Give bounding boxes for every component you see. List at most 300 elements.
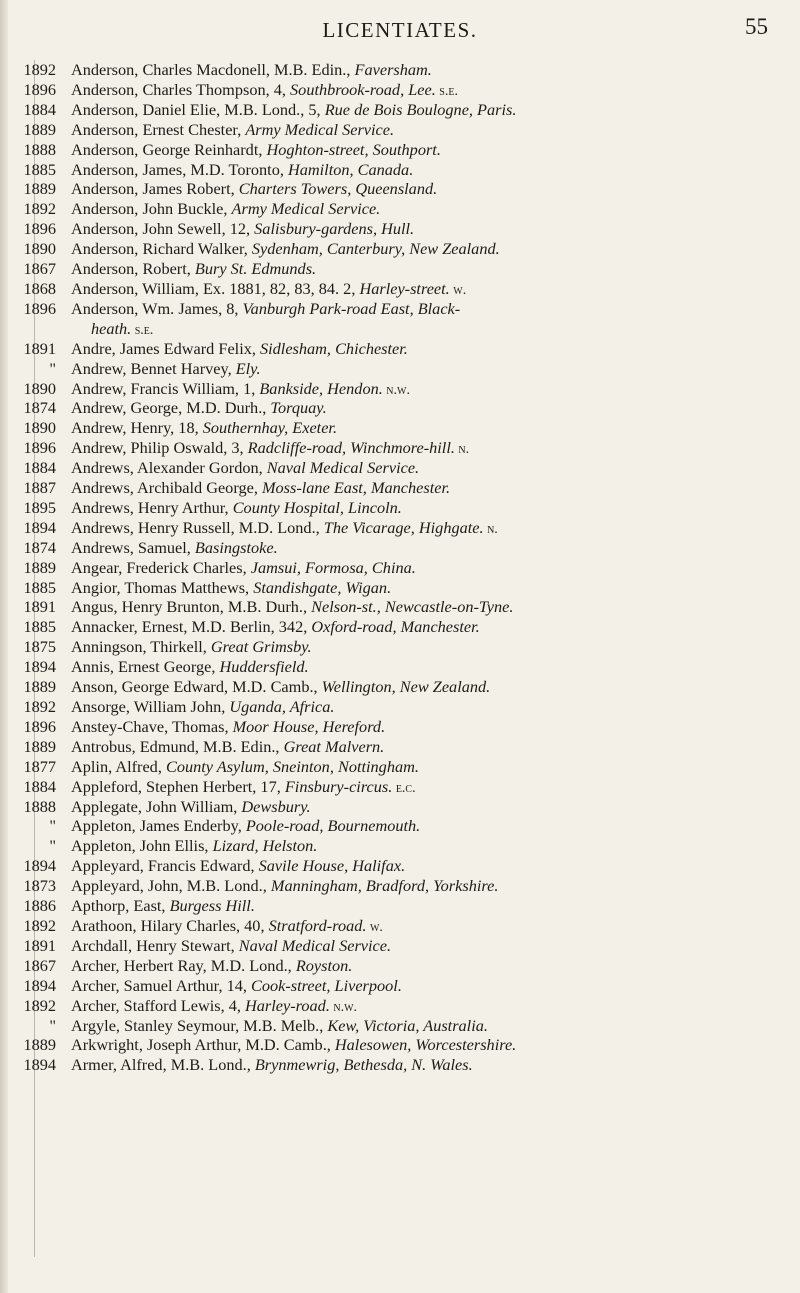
- entry-text: [71, 1056, 761, 1076]
- admission-year: 1896: [23, 438, 56, 458]
- entry-text: [71, 778, 761, 798]
- entry-text: [71, 141, 761, 161]
- list-item: [0, 917, 800, 937]
- address: Wellington, New Zealand.: [321, 677, 491, 697]
- admission-year: 1884: [23, 458, 56, 478]
- list-item: [0, 598, 800, 618]
- entry-text: [71, 897, 761, 917]
- entry-text: [71, 161, 761, 181]
- postal-district: e.c.: [392, 780, 416, 796]
- list-item: [0, 837, 800, 857]
- year-column-cell: [0, 957, 71, 975]
- licentiate-name: Andre, James Edward Felix,: [71, 338, 260, 358]
- list-item: [0, 61, 800, 81]
- year-column-cell: [0, 718, 71, 736]
- licentiate-name: Angior, Thomas Matthews,: [71, 577, 254, 597]
- address: Torquay.: [270, 398, 327, 418]
- year-column-cell: [0, 419, 71, 437]
- list-item: [0, 280, 800, 300]
- admission-year: 1894: [23, 1055, 56, 1075]
- entry-text: [71, 499, 761, 519]
- year-column-cell: [0, 758, 71, 776]
- entry-text: [71, 817, 761, 837]
- year-column-cell: [0, 479, 71, 497]
- entry-text: [71, 479, 761, 499]
- licentiate-name: Antrobus, Edmund, M.B. Edin.,: [71, 736, 284, 756]
- admission-year: 1889: [23, 736, 56, 756]
- admission-year: 1892: [23, 995, 56, 1015]
- year-column-cell: [0, 598, 71, 616]
- admission-year: 1892: [23, 915, 56, 935]
- admission-year: ": [49, 1015, 56, 1035]
- entry-text: [71, 260, 761, 280]
- entry-text: [71, 857, 761, 877]
- licentiate-name: Argyle, Stanley Seymour, M.B. Melb.,: [71, 1015, 328, 1035]
- address: Sydenham, Canterbury, New Zealand.: [251, 239, 500, 259]
- list-item: [0, 579, 800, 599]
- address: Kew, Victoria, Australia.: [327, 1015, 488, 1035]
- address: Rue de Bois Boulogne, Paris.: [324, 99, 517, 119]
- list-item: [0, 857, 800, 877]
- list-item: [0, 877, 800, 897]
- list-item: [0, 698, 800, 718]
- list-item: [0, 798, 800, 818]
- address: The Vicarage, Highgate.: [323, 517, 484, 537]
- admission-year: 1875: [23, 637, 56, 657]
- address: Charters Towers, Queensland.: [238, 179, 438, 199]
- entry-text: [71, 678, 761, 698]
- running-title: LICENTIATES.: [322, 18, 478, 42]
- list-item: [0, 479, 800, 499]
- admission-year: 1894: [23, 657, 56, 677]
- address: Southernhay, Exeter.: [202, 418, 338, 438]
- address: Basingstoke.: [194, 537, 278, 557]
- address: Royston.: [295, 955, 353, 975]
- list-item: [0, 81, 800, 101]
- address: Moss-lane East, Manchester.: [261, 478, 451, 498]
- licentiate-name: Anningson, Thirkell,: [71, 637, 211, 657]
- admission-year: ": [49, 358, 56, 378]
- entry-text: [71, 618, 761, 638]
- licentiate-name: Anderson, Wm. James, 8,: [71, 298, 243, 318]
- admission-year: 1886: [23, 896, 56, 916]
- licentiate-name: Appleton, James Enderby,: [71, 816, 246, 836]
- address: Naval Medical Service.: [266, 458, 420, 478]
- licentiate-name: Anderson, Charles Macdonell, M.B. Edin.,: [71, 60, 355, 79]
- list-item: [0, 419, 800, 439]
- licentiate-name: Andrew, Francis William, 1,: [71, 378, 260, 398]
- list-item: [0, 658, 800, 678]
- year-column-cell: [0, 559, 71, 577]
- licentiate-name: Appleyard, Francis Edward,: [71, 856, 259, 876]
- list-item: [0, 161, 800, 181]
- address: Uganda, Africa.: [229, 697, 335, 716]
- address: Stratford-road.: [268, 915, 367, 935]
- entry-text: [71, 718, 761, 738]
- admission-year: 1890: [23, 378, 56, 398]
- licentiate-name: Anderson, Daniel Elie, M.B. Lond., 5,: [71, 99, 325, 119]
- address: Naval Medical Service.: [238, 935, 392, 955]
- year-column-cell: [0, 977, 71, 995]
- year-column-cell: [0, 579, 71, 597]
- year-column-cell: [0, 300, 71, 318]
- year-column-cell: [0, 81, 71, 99]
- entry-text: [71, 360, 761, 380]
- licentiate-name: Anderson, George Reinhardt,: [71, 139, 267, 159]
- address: Brynmewrig, Bethesda, N. Wales.: [254, 1055, 473, 1075]
- admission-year: 1889: [23, 1035, 56, 1055]
- address: Sidlesham, Chichester.: [260, 338, 408, 358]
- postal-district: n.: [483, 521, 498, 537]
- entry-text: [71, 658, 761, 678]
- list-item: [0, 1056, 800, 1076]
- entry-text: [71, 698, 761, 718]
- admission-year: 1889: [23, 179, 56, 199]
- entry-text: [71, 997, 761, 1017]
- year-column-cell: [0, 857, 71, 875]
- licentiate-name: Aplin, Alfred,: [71, 756, 166, 776]
- admission-year: 1891: [23, 935, 56, 955]
- licentiate-name: Appleford, Stephen Herbert, 17,: [71, 776, 285, 796]
- list-item: [0, 399, 800, 419]
- admission-year: 1896: [23, 716, 56, 736]
- list-item: [0, 260, 800, 280]
- admission-year: 1896: [23, 298, 56, 318]
- list-item: [0, 101, 800, 121]
- admission-year: 1887: [23, 478, 56, 498]
- licentiate-name: Anderson, Robert,: [71, 259, 195, 279]
- year-column-cell: [0, 1056, 71, 1074]
- address: heath.: [91, 318, 132, 338]
- list-item: [0, 439, 800, 459]
- admission-year: 1868: [23, 278, 56, 298]
- entry-text: [71, 1036, 761, 1056]
- address: Manningham, Bradford, Yorkshire.: [270, 876, 499, 896]
- postal-district: w.: [449, 282, 467, 298]
- address: Lizard, Helston.: [212, 836, 318, 856]
- entry-text: [71, 1017, 761, 1037]
- address: Great Grimsby.: [210, 637, 312, 657]
- list-item: [0, 618, 800, 638]
- licentiate-name: Archer, Herbert Ray, M.D. Lond.,: [71, 955, 296, 975]
- entry-text: [71, 399, 761, 419]
- list-item: [0, 300, 800, 340]
- year-column-cell: [0, 499, 71, 517]
- admission-year: 1889: [23, 557, 56, 577]
- postal-district: s.e.: [131, 322, 154, 338]
- admission-year: 1885: [23, 617, 56, 637]
- year-column-cell: [0, 360, 71, 378]
- postal-district: w.: [366, 919, 383, 935]
- entry-text: [71, 340, 761, 360]
- year-column-cell: [0, 997, 71, 1015]
- page-header: [0, 12, 800, 52]
- year-column-cell: [0, 260, 71, 278]
- entry-text: [71, 81, 761, 101]
- admission-year: 1867: [23, 955, 56, 975]
- licentiate-name: Anderson, Ernest Chester,: [71, 119, 246, 139]
- list-item: [0, 459, 800, 479]
- address: Faversham.: [354, 60, 432, 79]
- licentiate-name: Archer, Stafford Lewis, 4,: [71, 995, 246, 1015]
- list-item: [0, 957, 800, 977]
- licentiates-list: [0, 61, 800, 1076]
- admission-year: 1896: [23, 219, 56, 239]
- year-column-cell: [0, 778, 71, 796]
- admission-year: 1873: [23, 876, 56, 896]
- year-column-cell: [0, 519, 71, 537]
- year-column-cell: [0, 638, 71, 656]
- list-item: [0, 220, 800, 240]
- admission-year: 1894: [23, 975, 56, 995]
- entry-text: [71, 300, 761, 340]
- year-column-cell: [0, 240, 71, 258]
- entry-text: [71, 380, 761, 400]
- entry-text: [71, 200, 761, 220]
- licentiate-name: Andrews, Samuel,: [71, 537, 195, 557]
- address: Salisbury-gardens, Hull.: [254, 219, 415, 239]
- licentiate-name: Apthorp, East,: [71, 896, 170, 916]
- address: Oxford-road, Manchester.: [311, 617, 480, 637]
- address: Harley-street.: [359, 278, 450, 298]
- list-item: [0, 1017, 800, 1037]
- list-item: [0, 240, 800, 260]
- licentiate-name: Andrew, Philip Oswald, 3,: [71, 438, 248, 458]
- list-item: [0, 778, 800, 798]
- year-column-cell: [0, 101, 71, 119]
- admission-year: 1891: [23, 338, 56, 358]
- list-item: [0, 141, 800, 161]
- licentiate-name: Anderson, William, Ex. 1881, 82, 83, 84. 2,: [71, 278, 360, 298]
- admission-year: 1890: [23, 239, 56, 259]
- address: Nelson-st., Newcastle-on-Tyne.: [311, 597, 514, 617]
- postal-district: s.e.: [435, 83, 458, 99]
- year-column-cell: [0, 1036, 71, 1054]
- year-column-cell: [0, 738, 71, 756]
- year-column-cell: [0, 141, 71, 159]
- address: Bury St. Edmunds.: [194, 259, 317, 279]
- year-column-cell: [0, 618, 71, 636]
- address: Army Medical Service.: [245, 119, 395, 139]
- admission-year: ": [49, 816, 56, 836]
- address: Dewsbury.: [241, 796, 311, 816]
- year-column-cell: [0, 837, 71, 855]
- admission-year: 1892: [23, 697, 56, 716]
- list-item: [0, 1036, 800, 1056]
- entry-text: [71, 877, 761, 897]
- entry-text: [71, 439, 761, 459]
- admission-year: ": [49, 836, 56, 856]
- list-item: [0, 180, 800, 200]
- admission-year: 1894: [23, 856, 56, 876]
- admission-year: 1867: [23, 259, 56, 279]
- entry-text: [71, 519, 761, 539]
- year-column-cell: [0, 459, 71, 477]
- list-item: [0, 678, 800, 698]
- year-column-cell: [0, 937, 71, 955]
- entry-text: [71, 539, 761, 559]
- entry-text: [71, 738, 761, 758]
- list-item: [0, 937, 800, 957]
- address: Poole-road, Bournemouth.: [245, 816, 421, 836]
- list-item: [0, 638, 800, 658]
- admission-year: 1890: [23, 418, 56, 438]
- entry-text: [71, 180, 761, 200]
- admission-year: 1895: [23, 497, 56, 517]
- list-item: [0, 897, 800, 917]
- year-column-cell: [0, 698, 71, 716]
- entry-text: [71, 101, 761, 121]
- address: Savile House, Halifax.: [258, 856, 406, 876]
- year-column-cell: [0, 399, 71, 417]
- year-column-cell: [0, 340, 71, 358]
- address: Huddersfield.: [219, 657, 309, 677]
- address: Ely.: [235, 358, 261, 378]
- licentiate-name: Anderson, Charles Thompson, 4,: [71, 79, 291, 99]
- year-column-cell: [0, 539, 71, 557]
- year-column-cell: [0, 200, 71, 218]
- address: Hoghton-street, Southport.: [266, 139, 441, 159]
- address: Harley-road.: [245, 995, 330, 1015]
- entry-text: [71, 419, 761, 439]
- licentiate-name: Archer, Samuel Arthur, 14,: [71, 975, 252, 995]
- year-column-cell: [0, 817, 71, 835]
- licentiate-name: Anderson, James, M.D. Toronto,: [71, 159, 288, 179]
- list-item: [0, 519, 800, 539]
- entry-text: [71, 459, 761, 479]
- licentiate-name: Andrew, Henry, 18,: [71, 418, 203, 438]
- licentiate-name: Appleton, John Ellis,: [71, 836, 213, 856]
- entry-text: [71, 917, 761, 937]
- entry-text: [71, 837, 761, 857]
- licentiate-name: Andrews, Alexander Gordon,: [71, 458, 267, 478]
- postal-district: n.w.: [382, 382, 410, 398]
- licentiate-name: Andrews, Henry Arthur,: [71, 497, 233, 517]
- entry-text: [71, 957, 761, 977]
- admission-year: 1877: [23, 756, 56, 776]
- licentiate-name: Andrew, George, M.D. Durh.,: [71, 398, 271, 418]
- entry-text: [71, 798, 761, 818]
- admission-year: 1896: [23, 79, 56, 99]
- admission-year: 1889: [23, 677, 56, 697]
- address: Cook-street, Liverpool.: [251, 975, 402, 995]
- year-column-cell: [0, 678, 71, 696]
- address: Southbrook-road, Lee.: [290, 79, 436, 99]
- admission-year: 1889: [23, 119, 56, 139]
- licentiate-name: Angear, Frederick Charles,: [71, 557, 251, 577]
- licentiate-name: Andrews, Henry Russell, M.D. Lond.,: [71, 517, 324, 537]
- list-item: [0, 977, 800, 997]
- address-continuation: [71, 320, 761, 340]
- admission-year: 1891: [23, 597, 56, 617]
- licentiate-name: Andrews, Archibald George,: [71, 478, 262, 498]
- entry-text: [71, 220, 761, 240]
- admission-year: 1884: [23, 99, 56, 119]
- list-item: [0, 360, 800, 380]
- address: Moor House, Hereford.: [232, 716, 386, 736]
- admission-year: 1888: [23, 796, 56, 816]
- admission-year: 1874: [23, 398, 56, 418]
- postal-district: n.w.: [329, 999, 358, 1015]
- entry-text: [71, 121, 761, 141]
- year-column-cell: [0, 380, 71, 398]
- year-column-cell: [0, 220, 71, 238]
- admission-year: 1885: [23, 159, 56, 179]
- entry-text: [71, 758, 761, 778]
- list-item: [0, 758, 800, 778]
- admission-year: 1885: [23, 577, 56, 597]
- licentiate-name: Anderson, James Robert,: [71, 179, 239, 199]
- postal-district: n.: [454, 442, 470, 458]
- licentiate-name: Applegate, John William,: [71, 796, 242, 816]
- admission-year: 1892: [23, 199, 56, 219]
- year-column-cell: [0, 121, 71, 139]
- year-column-cell: [0, 180, 71, 198]
- entry-text: [71, 977, 761, 997]
- entry-text: [71, 937, 761, 957]
- list-item: [0, 499, 800, 519]
- list-item: [0, 380, 800, 400]
- entry-text: [71, 579, 761, 599]
- licentiate-name: Anderson, John Buckle,: [71, 199, 232, 219]
- licentiate-name: Anderson, John Sewell, 12,: [71, 219, 255, 239]
- list-item: [0, 539, 800, 559]
- year-column-cell: [0, 798, 71, 816]
- address: Halesowen, Worcestershire.: [334, 1035, 517, 1055]
- admission-year: 1884: [23, 776, 56, 796]
- licentiate-name: Ansorge, William John,: [71, 697, 230, 716]
- licentiate-name: Arathoon, Hilary Charles, 40,: [71, 915, 269, 935]
- year-column-cell: [0, 897, 71, 915]
- address: Bankside, Hendon.: [259, 378, 383, 398]
- year-column-cell: [0, 161, 71, 179]
- address: Radcliffe-road, Winchmore-hill.: [247, 438, 455, 458]
- licentiate-name: Archdall, Henry Stewart,: [71, 935, 239, 955]
- licentiate-name: Armer, Alfred, M.B. Lond.,: [71, 1055, 255, 1075]
- licentiate-name: Anstey-Chave, Thomas,: [71, 716, 233, 736]
- address: Vanburgh Park-road East, Black-: [242, 298, 461, 318]
- page-number: 55: [745, 14, 768, 39]
- list-item: [0, 817, 800, 837]
- address: Standishgate, Wigan.: [253, 577, 392, 597]
- address: Finsbury-circus.: [284, 776, 393, 796]
- list-item: [0, 121, 800, 141]
- entry-text: [71, 280, 761, 300]
- licentiate-name: Andrew, Bennet Harvey,: [71, 358, 236, 378]
- year-column-cell: [0, 280, 71, 298]
- year-column-cell: [0, 1017, 71, 1035]
- admission-year: 1892: [23, 60, 56, 79]
- year-column-cell: [0, 877, 71, 895]
- licentiate-name: Annacker, Ernest, M.D. Berlin, 342,: [71, 617, 312, 637]
- admission-year: 1874: [23, 537, 56, 557]
- list-item: [0, 559, 800, 579]
- address: Hamilton, Canada.: [287, 159, 414, 179]
- entry-text: [71, 61, 761, 81]
- licentiate-name: Annis, Ernest George,: [71, 657, 220, 677]
- year-column-cell: [0, 439, 71, 457]
- year-column-cell: [0, 61, 71, 79]
- list-item: [0, 340, 800, 360]
- address: Jamsui, Formosa, China.: [250, 557, 416, 577]
- address: County Asylum, Sneinton, Nottingham.: [165, 756, 419, 776]
- licentiate-name: Angus, Henry Brunton, M.B. Durh.,: [71, 597, 312, 617]
- address: Army Medical Service.: [231, 199, 381, 219]
- address: Great Malvern.: [283, 736, 385, 756]
- year-column-cell: [0, 658, 71, 676]
- list-item: [0, 738, 800, 758]
- licentiate-name: Appleyard, John, M.B. Lond.,: [71, 876, 271, 896]
